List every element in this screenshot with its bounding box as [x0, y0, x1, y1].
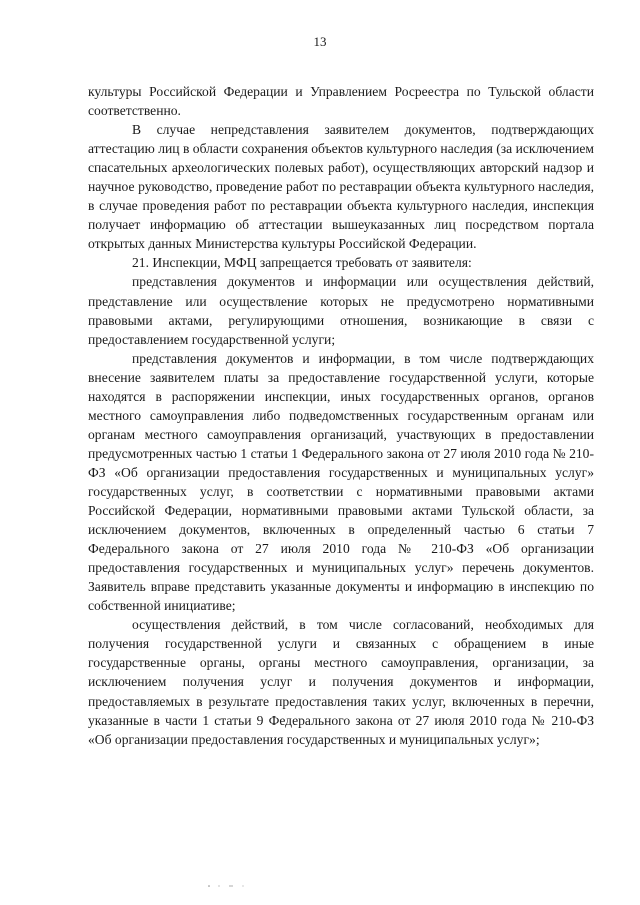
paragraph-item-documents: представления документов и информации, в том числе подтверждающих внесение заявителем платы за предоставление государственной услуги, которые находятся в распоряжении инспекции, иных государственных органов, органов местного самоуправления либо подведомственных государственным органам или органам местного самоуправления организаций, участвующих в предоставлении предусмотренных частью 1 статьи 1 Федерального закона от 27 июля 2010 года № 210-ФЗ «Об организации предоставления государственных и муниципальных услуг» государственных услуг, в соответствии с нормативными правовыми актами Российской Федерации, нормативными правовыми актами Тульской области, за исключением документов, включенных в определенный частью 6 статьи 7 Федерального закона от 27 июля 2010 года № 210-ФЗ «Об организации предоставления государственных и муниципальных услуг» перечень документов. Заявитель вправе представить указанные документы и информацию в инспекцию по собственной инициативе; [88, 350, 594, 614]
scan-artifact [205, 882, 265, 890]
paragraph-item-approvals: осуществления действий, в том числе согласований, необходимых для получения государственной услуги и связанных с обращением в иные государственные органы, органы местного самоуправления, организации, за исключением получения услуг и получения документов и информации, предоставляемых в результате предоставления таких услуг, включенных в перечни, указанные в части 1 статьи 9 Федерального закона от 27 июля 2010 года № 210-ФЗ «Об организации предоставления государственных и муниципальных услуг»; [88, 617, 594, 747]
page-number: 13 [313, 34, 327, 49]
paragraph-attestation: В случае непредставления заявителем документов, подтверждающих аттестацию лиц в области сохранения объектов культурного наследия (за исключением спасательных археологических полевых работ), осуществляющих авторский надзор и научное руководство, проведение работ по реставрации объекта культурного наследия, в случае проведения работ по реставрации объекта культурного наследия, инспекция получает информацию об аттестации вышеуказанных лиц посредством портала открытых данных Министерства культуры Российской Федерации. [88, 122, 594, 252]
paragraph-item-actions: представления документов и информации или осуществления действий, представление или осуществление которых не предусмотрено нормативными правовыми актами, регулирующими отношения, возникающие в связи с предоставлением государственной услуги; [88, 274, 594, 347]
paragraph-continuation: культуры Российской Федерации и Управлением Росреестра по Тульской области соответственно. [88, 84, 594, 119]
paragraph-clause-21: 21. Инспекции, МФЦ запрещается требовать от заявителя: [132, 255, 472, 271]
body-text [88, 82, 594, 749]
